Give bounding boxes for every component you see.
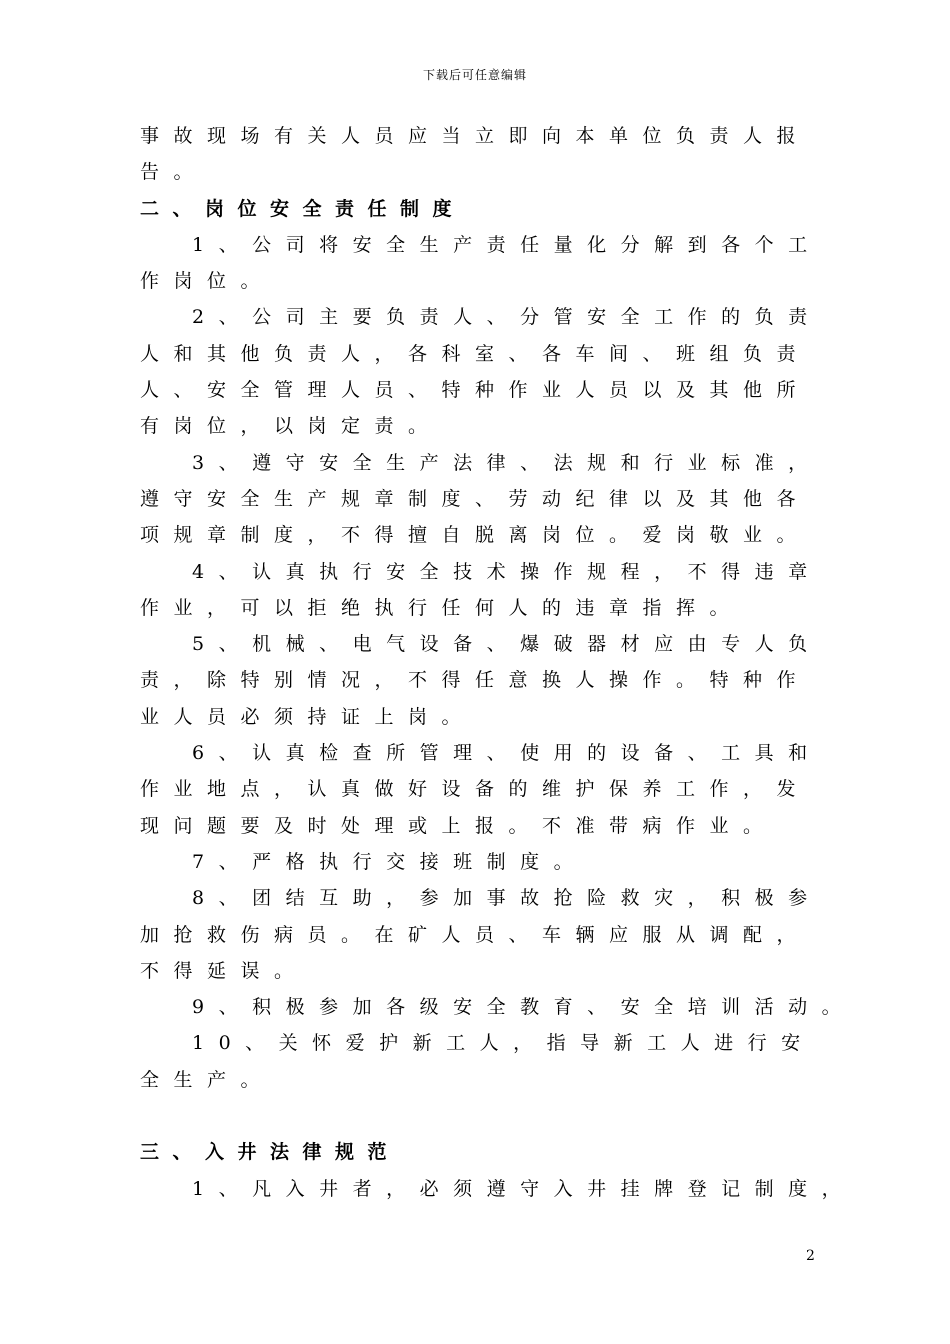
document-body <box>140 118 856 1207</box>
body-line <box>140 735 840 771</box>
body-line <box>140 699 840 735</box>
line-text: 不得延误。 <box>140 959 308 982</box>
body-line <box>140 953 840 989</box>
page-number: 2 <box>806 1248 815 1264</box>
body-line <box>140 662 840 698</box>
line-text: 1、公司将安全生产责任量化分解到各个工 <box>192 233 822 256</box>
line-text: 人和其他负责人，各科室、各车间、班组负责 <box>140 342 811 365</box>
line-text: 10、关怀爱护新工人，指导新工人进行安 <box>192 1032 815 1055</box>
line-text: 人、安全管理人员、特种作业人员以及其他所 <box>140 379 811 402</box>
body-line <box>140 372 840 408</box>
body-line <box>140 808 840 844</box>
section-heading <box>140 1134 840 1170</box>
body-line <box>140 299 840 335</box>
page-header: 下载后可任意编辑 <box>422 68 527 82</box>
body-line <box>140 1062 840 1098</box>
line-text: 有岗位，以岗定责。 <box>140 415 442 438</box>
blank-line <box>140 1098 840 1134</box>
body-line <box>140 1025 840 1061</box>
line-text: 9、积极参加各级安全教育、安全培训活动。 <box>192 996 856 1019</box>
line-text: 全生产。 <box>140 1068 275 1091</box>
body-line <box>140 554 840 590</box>
line-text: 告。 <box>140 161 208 184</box>
body-line <box>140 227 840 263</box>
line-text: 加抢救伤病员。在矿人员、车辆应服从调配， <box>140 923 811 946</box>
body-line <box>140 336 840 372</box>
body-line <box>140 917 840 953</box>
line-text: 业人员必须持证上岗。 <box>140 705 476 728</box>
body-line <box>140 590 840 626</box>
line-text: 4、认真执行安全技术操作规程，不得违章 <box>192 560 822 583</box>
body-line <box>140 1171 856 1207</box>
body-line <box>140 880 840 916</box>
body-line <box>140 517 840 553</box>
section-heading <box>140 191 840 227</box>
line-text: 3、遵守安全生产法律、法规和行业标准， <box>192 451 822 474</box>
line-text: 作业，可以拒绝执行任何人的违章指挥。 <box>140 596 744 619</box>
line-text: 2、公司主要负责人、分管安全工作的负责 <box>192 306 822 329</box>
body-line <box>140 844 840 880</box>
body-line <box>140 263 840 299</box>
line-text: 5、机械、电气设备、爆破器材应由专人负 <box>192 633 822 656</box>
line-text: 作岗位。 <box>140 270 275 293</box>
line-text: 现问题要及时处理或上报。不准带病作业。 <box>140 814 777 837</box>
line-text: 1、凡入井者，必须遵守入井挂牌登记制度， <box>192 1177 856 1200</box>
line-text: 责，除特别情况，不得任意换人操作。特种作 <box>140 669 811 692</box>
line-text: 遵守安全生产规章制度、劳动纪律以及其他各 <box>140 487 811 510</box>
body-line <box>140 771 840 807</box>
heading-text: 二、岗位安全责任制度 <box>140 197 466 220</box>
line-text: 项规章制度，不得擅自脱离岗位。爱岗敬业。 <box>140 524 811 547</box>
body-line <box>140 118 840 154</box>
body-line <box>140 154 840 190</box>
body-line <box>140 989 856 1025</box>
line-text: 事故现场有关人员应当立即向本单位负责人报 <box>140 125 811 147</box>
line-text: 8、团结互助，参加事故抢险救灾，积极参 <box>192 887 822 910</box>
line-text: 6、认真检查所管理、使用的设备、工具和 <box>192 742 822 765</box>
body-line <box>140 481 840 517</box>
line-text: 作业地点，认真做好设备的维护保养工作，发 <box>140 778 811 801</box>
body-line <box>140 626 840 662</box>
line-text: 7、严格执行交接班制度。 <box>192 850 588 873</box>
body-line <box>140 445 840 481</box>
heading-text: 三、入井法律规范 <box>140 1141 401 1164</box>
body-line <box>140 408 840 444</box>
